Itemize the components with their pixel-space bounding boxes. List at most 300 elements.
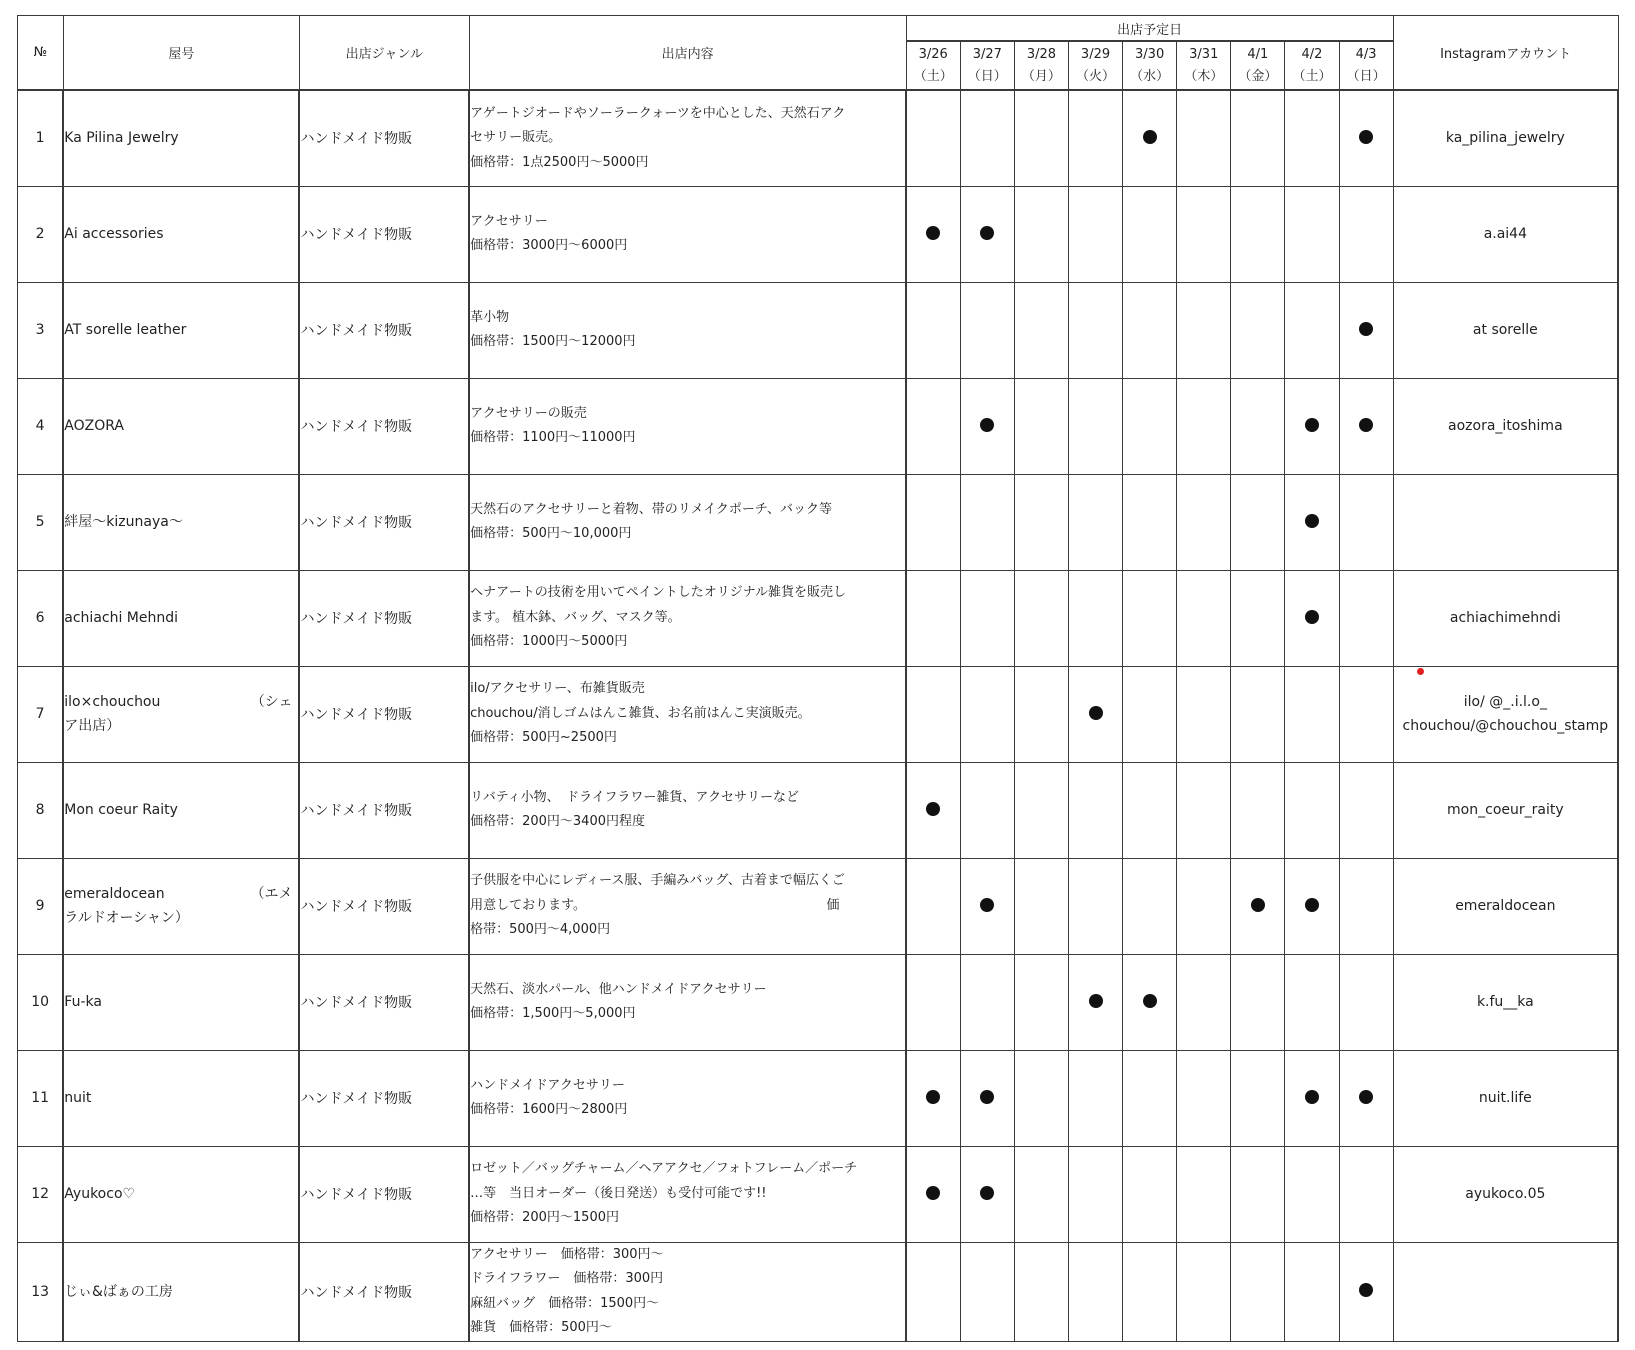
header-weekday-label: （土） [913,68,953,84]
schedule-cell-4/2 [1285,90,1339,186]
schedule-cell-3/30 [1123,1050,1177,1146]
row-number: 12 [18,1146,64,1242]
table-row [18,282,1619,378]
schedule-cell-3/28 [1014,762,1068,858]
content-cell [469,1242,906,1341]
schedule-cell-3/27 [960,474,1014,570]
header-weekday-label: （日） [967,68,1007,84]
content-line: 麻紐バッグ 価格帯：1500円～ [470,1295,660,1311]
instagram-account: aozora_itoshima [1448,418,1563,434]
schedule-cell-4/2 [1285,666,1339,762]
schedule-cell-3/31 [1177,570,1231,666]
header-date-label: 3/27 [972,46,1002,62]
schedule-cell-4/1 [1231,954,1285,1050]
header-date-0 [906,41,960,90]
schedule-cell-3/30 [1123,1242,1177,1341]
instagram-cell [1393,762,1618,858]
attendance-dot-icon [980,418,994,432]
shop-name-cell [63,1242,299,1341]
table-row [18,666,1619,762]
table-body [18,90,1619,1341]
header-weekday-label: （金） [1238,68,1278,84]
schedule-cell-3/27 [960,186,1014,282]
schedule-cell-3/27 [960,762,1014,858]
schedule-cell-3/27 [960,1050,1014,1146]
schedule-cell-3/31 [1177,378,1231,474]
attendance-dot-icon [1359,1283,1373,1297]
content-line: ます。 植木鉢、バッグ、マスク等。 [470,609,681,625]
instagram-account: at sorelle [1472,322,1538,338]
schedule-cell-3/31 [1177,282,1231,378]
schedule-cell-4/3 [1339,858,1393,954]
schedule-cell-3/29 [1068,666,1122,762]
schedule-cell-4/3 [1339,378,1393,474]
genre-cell: ハンドメイド物販 [299,570,469,666]
header-date-label: 3/30 [1135,46,1165,62]
schedule-cell-4/2 [1285,1242,1339,1341]
content-line: 価格帯：1500円～12000円 [470,334,636,349]
schedule-cell-3/26 [906,858,960,954]
schedule-cell-3/30 [1123,282,1177,378]
schedule-cell-3/26 [906,1146,960,1242]
attendance-dot-icon [1359,322,1373,336]
schedule-cell-3/28 [1014,1050,1068,1146]
attendance-dot-icon [1305,898,1319,912]
schedule-cell-4/2 [1285,1050,1339,1146]
attendance-dot-icon [1305,610,1319,624]
content-line: 雑貨 価格帯：500円～ [470,1320,612,1335]
vendor-schedule-table [17,15,1619,1342]
content-line: 価格帯：1,500円～5,000円 [470,1006,636,1021]
schedule-cell-4/1 [1231,1146,1285,1242]
schedule-cell-4/3 [1339,474,1393,570]
attendance-dot-icon [1359,418,1373,432]
header-date-label: 3/26 [918,46,948,62]
schedule-cell-3/30 [1123,666,1177,762]
content-cell [469,378,906,474]
attendance-dot-icon [926,1186,940,1200]
schedule-cell-3/28 [1014,186,1068,282]
schedule-cell-4/3 [1339,186,1393,282]
schedule-cell-3/28 [1014,1146,1068,1242]
header-instagram: Instagramアカウント [1393,16,1618,91]
schedule-cell-3/31 [1177,1050,1231,1146]
schedule-cell-3/31 [1177,666,1231,762]
content-cell [469,1050,906,1146]
shop-name-cell [63,666,299,762]
header-date-2 [1014,41,1068,90]
attendance-dot-icon [1089,706,1103,720]
shop-name-line [64,414,298,438]
shop-name-cell [63,762,299,858]
schedule-cell-3/27 [960,954,1014,1050]
schedule-cell-3/31 [1177,954,1231,1050]
instagram-cell [1393,282,1618,378]
schedule-cell-3/31 [1177,90,1231,186]
genre-cell: ハンドメイド物販 [299,858,469,954]
red-marker-dot [1417,668,1424,675]
shop-name-cell [63,1146,299,1242]
table-row [18,186,1619,282]
content-line: 価格帯：1600円～2800円 [470,1102,628,1117]
shop-name-cell [63,1050,299,1146]
content-line: アクセサリーの販売 [470,405,587,421]
attendance-dot-icon [1359,1090,1373,1104]
instagram-cell [1393,1242,1618,1341]
schedule-cell-3/30 [1123,186,1177,282]
instagram-cell [1393,186,1618,282]
instagram-cell [1393,1050,1618,1146]
genre-cell: ハンドメイド物販 [299,90,469,186]
genre-cell: ハンドメイド物販 [299,1146,469,1242]
schedule-cell-4/3 [1339,954,1393,1050]
attendance-dot-icon [1143,130,1157,144]
header-genre: 出店ジャンル [299,16,469,91]
row-number: 5 [18,474,64,570]
header-date-label: 4/2 [1301,46,1323,62]
genre-cell: ハンドメイド物販 [299,1050,469,1146]
header-date-label: 3/29 [1080,46,1111,62]
schedule-cell-4/1 [1231,378,1285,474]
schedule-cell-3/30 [1123,762,1177,858]
schedule-cell-3/31 [1177,186,1231,282]
content-line: chouchou/消しゴムはんこ雑貨、お名前はんこ実演販売。 [470,705,811,721]
schedule-cell-3/28 [1014,666,1068,762]
schedule-cell-3/26 [906,570,960,666]
schedule-cell-4/2 [1285,378,1339,474]
attendance-dot-icon [980,898,994,912]
schedule-cell-4/1 [1231,282,1285,378]
table-row [18,474,1619,570]
schedule-cell-4/3 [1339,1050,1393,1146]
schedule-cell-3/27 [960,666,1014,762]
row-number: 9 [18,858,64,954]
shop-name: じぃ&ばぁの工房 [64,1283,173,1300]
attendance-dot-icon [1359,130,1373,144]
header-date-8 [1339,41,1393,90]
genre-cell: ハンドメイド物販 [299,282,469,378]
schedule-cell-3/30 [1123,858,1177,954]
content-line: 価格帯：200円～1500円 [470,1210,619,1226]
content-line: 価格帯：500円～10,000円 [470,526,632,541]
schedule-cell-3/29 [1068,1242,1122,1341]
header-weekday-label: （土） [1292,68,1332,84]
schedule-cell-4/3 [1339,282,1393,378]
shop-name-line [64,510,298,534]
schedule-cell-4/3 [1339,1242,1393,1341]
content-cell [469,186,906,282]
shop-name-line [64,318,298,342]
schedule-cell-4/1 [1231,858,1285,954]
content-line: 天然石のアクセサリーと着物、帯のリメイクポーチ、バック等 [470,501,833,517]
attendance-dot-icon [926,802,940,816]
schedule-cell-4/1 [1231,666,1285,762]
schedule-cell-3/28 [1014,474,1068,570]
shop-name-cell [63,570,299,666]
shop-name: Ai accessories [64,226,164,242]
content-cell [469,954,906,1050]
schedule-cell-3/29 [1068,90,1122,186]
shop-name-cell [63,186,299,282]
instagram-account: chouchou/@chouchou_stamp [1402,718,1609,734]
schedule-cell-4/3 [1339,570,1393,666]
row-number: 6 [18,570,64,666]
schedule-cell-3/26 [906,1242,960,1341]
header-date-6 [1231,41,1285,90]
schedule-cell-4/2 [1285,282,1339,378]
schedule-cell-3/26 [906,282,960,378]
shop-name: emeraldocean [64,886,165,902]
header-date-5 [1177,41,1231,90]
instagram-account: achiachimehndi [1449,610,1561,626]
row-number: 4 [18,378,64,474]
schedule-cell-3/27 [960,570,1014,666]
table-row [18,858,1619,954]
schedule-cell-3/30 [1123,378,1177,474]
header-date-1 [960,41,1014,90]
schedule-cell-3/29 [1068,474,1122,570]
table-header [18,16,1619,91]
schedule-cell-3/27 [960,858,1014,954]
shop-name: ilo×chouchou [64,694,161,710]
schedule-cell-3/26 [906,186,960,282]
schedule-cell-3/28 [1014,378,1068,474]
shop-name-cell [63,954,299,1050]
instagram-cell [1393,666,1618,762]
content-line: ヘナアートの技術を用いてペイントしたオリジナル雑貨を販売し [470,585,847,601]
instagram-cell [1393,474,1618,570]
schedule-cell-3/31 [1177,1146,1231,1242]
schedule-cell-3/29 [1068,186,1122,282]
table-row [18,762,1619,858]
schedule-cell-3/29 [1068,762,1122,858]
instagram-account: ilo/ @_.i.l.o_ [1463,694,1547,710]
genre-cell: ハンドメイド物販 [299,762,469,858]
shop-name-line [64,606,298,630]
row-number: 3 [18,282,64,378]
schedule-cell-3/28 [1014,570,1068,666]
instagram-cell [1393,90,1618,186]
header-weekday-label: （火） [1076,68,1116,84]
header-date-7 [1285,41,1339,90]
shop-name-line [64,1086,298,1110]
schedule-cell-3/27 [960,90,1014,186]
table-row [18,570,1619,666]
instagram-cell [1393,1146,1618,1242]
table-row [18,1146,1619,1242]
shop-name-cell [63,858,299,954]
content-line: 価格帯：1100円～11000円 [470,430,636,445]
header-schedule-group: 出店予定日 [906,16,1393,42]
genre-cell: ハンドメイド物販 [299,186,469,282]
schedule-cell-3/28 [1014,858,1068,954]
schedule-cell-4/1 [1231,1242,1285,1341]
content-cell [469,570,906,666]
content-line: 価格帯：1点2500円～5000円 [470,154,649,170]
schedule-cell-4/2 [1285,954,1339,1050]
instagram-cell [1393,858,1618,954]
instagram-account: ka_pilina_jewelry [1445,130,1565,147]
shop-name: 絆屋～kizunaya～ [64,514,183,530]
instagram-cell [1393,954,1618,1050]
schedule-cell-3/31 [1177,1242,1231,1341]
table-row [18,90,1619,186]
schedule-cell-3/29 [1068,1050,1122,1146]
schedule-cell-3/29 [1068,858,1122,954]
shop-name-cell [63,282,299,378]
attendance-dot-icon [1305,1090,1319,1104]
schedule-cell-3/30 [1123,954,1177,1050]
attendance-dot-icon [1305,514,1319,528]
schedule-cell-3/31 [1177,474,1231,570]
schedule-cell-4/2 [1285,1146,1339,1242]
instagram-account: emeraldocean [1455,898,1556,914]
attendance-dot-icon [926,226,940,240]
instagram-account: mon_coeur_raity [1447,802,1564,818]
schedule-cell-3/30 [1123,570,1177,666]
schedule-cell-4/1 [1231,570,1285,666]
attendance-dot-icon [1251,898,1265,912]
row-number: 11 [18,1050,64,1146]
content-line: アゲートジオードやソーラークォーツを中心とした、天然石アク [470,105,846,121]
content-cell [469,282,906,378]
schedule-cell-4/2 [1285,186,1339,282]
content-line: 価格帯：1000円～5000円 [470,634,628,650]
shop-name-continuation: ラルドオーシャン） [64,910,189,926]
header-date-3 [1068,41,1122,90]
schedule-cell-3/28 [1014,954,1068,1050]
attendance-dot-icon [1143,994,1157,1008]
header-weekday-label: （月） [1021,68,1061,84]
content-line: 価格帯：3000円～6000円 [470,238,628,253]
header-date-label: 4/3 [1355,46,1377,62]
schedule-cell-4/3 [1339,90,1393,186]
genre-cell: ハンドメイド物販 [299,954,469,1050]
header-name: 屋号 [63,16,299,91]
schedule-cell-3/26 [906,954,960,1050]
schedule-cell-4/2 [1285,858,1339,954]
schedule-cell-3/29 [1068,282,1122,378]
schedule-cell-3/30 [1123,90,1177,186]
shop-name-line [64,690,298,714]
schedule-cell-4/1 [1231,1050,1285,1146]
shop-name-cell [63,378,299,474]
schedule-cell-3/29 [1068,570,1122,666]
instagram-cell [1393,570,1618,666]
content-line: 革小物 [470,309,510,325]
header-weekday-label: （日） [1346,68,1386,84]
shop-name: nuit [64,1090,92,1106]
schedule-cell-3/28 [1014,90,1068,186]
schedule-cell-3/26 [906,762,960,858]
genre-cell: ハンドメイド物販 [299,1242,469,1341]
attendance-dot-icon [980,1090,994,1104]
shop-name: Fu-ka [64,994,102,1010]
row-number: 1 [18,90,64,186]
schedule-cell-3/26 [906,378,960,474]
schedule-cell-4/3 [1339,1146,1393,1242]
schedule-cell-4/1 [1231,474,1285,570]
shop-name-cell [63,90,299,186]
shop-name-cell [63,474,299,570]
shop-name: Ayukoco♡ [64,1186,136,1202]
genre-cell: ハンドメイド物販 [299,378,469,474]
schedule-cell-3/27 [960,282,1014,378]
table-row [18,378,1619,474]
genre-cell: ハンドメイド物販 [299,474,469,570]
schedule-cell-3/27 [960,1242,1014,1341]
content-cell [469,762,906,858]
header-date-label: 3/28 [1026,46,1057,62]
content-cell [469,1146,906,1242]
content-cell [469,666,906,762]
schedule-cell-3/29 [1068,378,1122,474]
schedule-cell-4/1 [1231,90,1285,186]
attendance-dot-icon [1089,994,1103,1008]
schedule-cell-3/30 [1123,474,1177,570]
schedule-cell-3/27 [960,378,1014,474]
header-weekday-label: （木） [1184,68,1224,84]
content-line: …等 当日オーダー（後日発送）も受付可能です!! [470,1185,767,1201]
schedule-cell-3/26 [906,90,960,186]
shop-name-line [64,1280,298,1304]
content-line: 用意しております。 価 [470,897,840,913]
genre-cell: ハンドメイド物販 [299,666,469,762]
schedule-cell-3/26 [906,666,960,762]
table-row [18,1242,1619,1341]
schedule-cell-3/28 [1014,282,1068,378]
attendance-dot-icon [1305,418,1319,432]
attendance-dot-icon [926,1090,940,1104]
schedule-cell-3/27 [960,1146,1014,1242]
instagram-account: nuit.life [1478,1090,1532,1106]
shop-name-line [64,222,298,246]
content-line: 価格帯：500円~2500円 [470,730,617,746]
content-line: 価格帯：200円～3400円程度 [470,814,645,829]
schedule-cell-4/1 [1231,762,1285,858]
shop-name-suffix: （シェ [250,694,293,710]
instagram-cell [1393,378,1618,474]
schedule-cell-3/31 [1177,762,1231,858]
content-line: 天然石、淡水パール、他ハンドメイドアクセサリー [470,981,767,997]
schedule-cell-4/2 [1285,474,1339,570]
schedule-cell-3/30 [1123,1146,1177,1242]
shop-name-line [64,126,298,150]
instagram-account: k.fu__ka [1476,994,1534,1010]
schedule-cell-3/29 [1068,954,1122,1050]
shop-name-line [64,798,298,822]
shop-name-line [64,1182,298,1206]
shop-name: Ka Pilina Jewelry [64,130,179,147]
shop-name-line [64,990,298,1014]
schedule-cell-4/2 [1285,762,1339,858]
shop-name-line [64,882,298,906]
content-line: アクセサリー [470,213,548,229]
schedule-cell-4/1 [1231,186,1285,282]
content-line: ロゼット／バッグチャーム／ヘアアクセ／フォトフレーム／ポーチ [470,1161,858,1177]
row-number: 13 [18,1242,64,1341]
content-line: ilo/アクセサリー、布雑貨販売 [470,681,645,697]
shop-name: AOZORA [64,418,124,434]
row-number: 2 [18,186,64,282]
shop-name: AT sorelle leather [64,322,187,338]
attendance-dot-icon [980,226,994,240]
shop-name: achiachi Mehndi [64,610,179,626]
shop-name-suffix: （エメ [250,886,293,902]
schedule-cell-3/26 [906,474,960,570]
header-content: 出店内容 [469,16,906,91]
shop-name: Mon coeur Raity [64,802,178,818]
